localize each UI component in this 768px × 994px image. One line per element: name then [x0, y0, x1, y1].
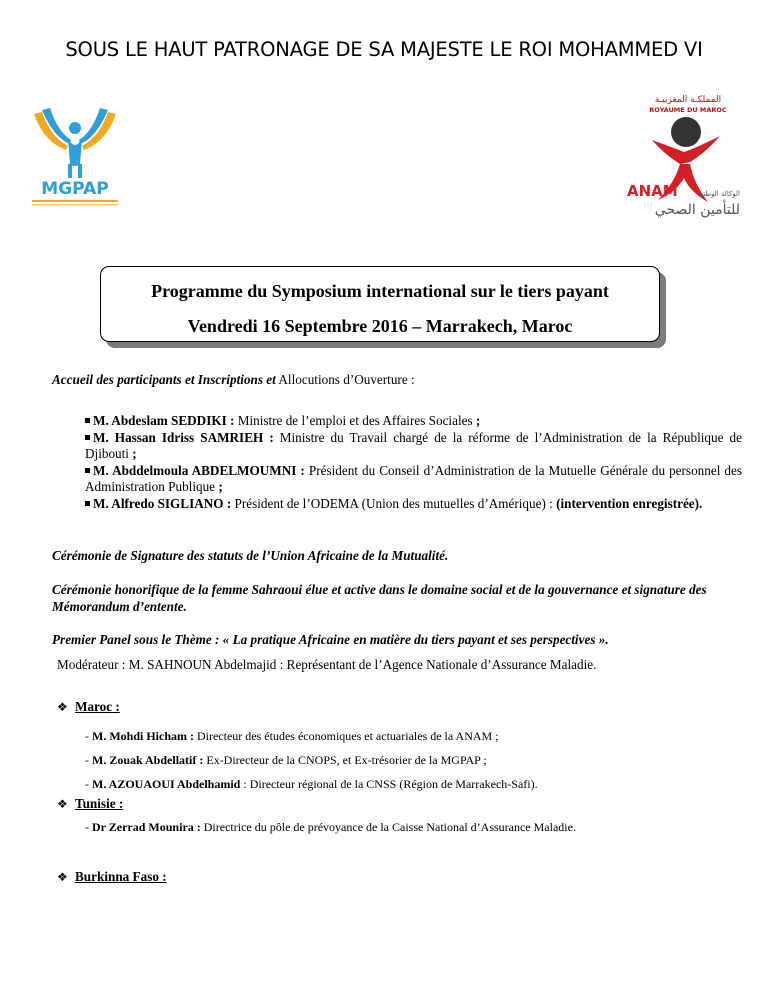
speaker-desc: Ministre du Travail chargé de la réforme de l’Administration de la République de Djibouti [85, 429, 742, 461]
speaker-name: M. Zouak Abdellatif : [92, 753, 204, 767]
list-item: - M. Zouak Abdellatif : Ex-Directeur de la CNOPS, et Ex-trésorier de la MGPAP ; [85, 753, 487, 767]
bullet-square-icon [85, 501, 90, 506]
speaker-item [85, 463, 742, 496]
country-name: Maroc : [75, 699, 120, 714]
anam-arabic-big: للتأمين الصحي [654, 202, 740, 218]
speaker-desc: Président de l’ODEMA (Union des mutuelles d’Amérique) : [231, 495, 557, 511]
page-header: SOUS LE HAUT PATRONAGE DE SA MAJESTE LE ROI MOHAMMED VI [65, 38, 703, 61]
speaker-desc: : Directeur régional de la CNSS (Région de Marrakech-Safi). [240, 777, 538, 791]
mgpap-logo-text: MGPAP [41, 179, 109, 199]
diamond-bullet-icon: ❖ [57, 870, 68, 884]
speaker-desc: Directrice du pôle de prévoyance de la Caisse National d’Assurance Maladie. [200, 820, 576, 834]
speaker-item [85, 496, 742, 513]
speaker-desc: Ministre de l’emploi et des Affaires Sociales [234, 413, 476, 428]
ceremonie-honorifique: Cérémonie honorifique de la femme Sahraoui élue et active dans le domaine social et de la gouvernance et signature des Mémorandum d’entente. [52, 582, 707, 614]
speaker-desc: Directeur des études économiques et actuariales de la ANAM ; [194, 729, 499, 743]
speaker-end: ; [475, 413, 481, 428]
list-item: - Dr Zerrad Mounira : Directrice du pôle de prévoyance de la Caisse National d’Assurance Maladie. [85, 820, 576, 834]
speakers-list [85, 413, 742, 512]
tunisie-speakers [85, 820, 755, 835]
ceremonie-signature: Cérémonie de Signature des statuts de l’Union Africaine de la Mutualité. [52, 548, 449, 563]
bullet-square-icon [85, 418, 90, 423]
bullet-square-icon [85, 468, 90, 473]
country-tunisie [57, 796, 123, 813]
bullet-square-icon [85, 435, 90, 440]
country-name: Tunisie : [75, 796, 124, 811]
anam-logo-text: ANAM [627, 182, 678, 200]
accueil-rest: Allocutions d’Ouverture : [275, 372, 415, 387]
accueil-line [52, 372, 415, 389]
speaker-item [85, 413, 742, 430]
accueil-italic: Accueil des participants et Inscriptions et [52, 372, 276, 387]
diamond-bullet-icon: ❖ [57, 797, 68, 811]
speaker-item [85, 430, 742, 463]
speaker-end: ; [218, 479, 223, 494]
speaker-desc: Ex-Directeur de la CNOPS, et Ex-trésorier de la MGPAP ; [203, 753, 487, 767]
symposium-title: Programme du Symposium international sur le tiers payant [151, 281, 609, 301]
kingdom-arabic: المملكـة المغربيـة [654, 95, 722, 105]
speaker-name: M. Abddelmoula ABDELMOUMNI : [93, 462, 305, 478]
maroc-speakers [85, 724, 755, 796]
speaker-name: M. AZOUAOUI Abdelhamid [92, 777, 241, 791]
premier-panel: Premier Panel sous le Thème : « La pratique Africaine en matière du tiers payant et ses perspectives ». [52, 632, 609, 647]
anam-logo [624, 92, 744, 222]
country-burkina [57, 869, 167, 886]
speaker-desc: Président du Conseil d’Administration de la Mutuelle Générale du personnel des Administration Publique [85, 462, 742, 494]
speaker-name: M. Abdeslam SEDDIKI : [93, 413, 235, 428]
kingdom-french: ROYAUME DU MAROC [649, 106, 727, 114]
country-name: Burkinna Faso : [75, 869, 167, 884]
list-item: - M. AZOUAOUI Abdelhamid : Directeur régional de la CNSS (Région de Marrakech-Safi). [85, 777, 538, 791]
speaker-name: M. Hassan Idriss SAMRIEH : [93, 429, 274, 445]
speaker-end: ; [132, 446, 137, 461]
title-box [100, 266, 660, 342]
speaker-name: M. Mohdi Hicham : [92, 729, 194, 743]
symposium-date: Vendredi 16 Septembre 2016 – Marrakech, Maroc [187, 316, 573, 336]
moderateur: Modérateur : M. SAHNOUN Abdelmajid : Représentant de l’Agence Nationale d’Assurance Maladie. [57, 657, 597, 672]
speaker-end: (intervention enregistrée). [556, 495, 703, 511]
speaker-name: M. Alfredo SIGLIANO : [93, 495, 232, 511]
list-item: - M. Mohdi Hicham : Directeur des études économiques et actuariales de la ANAM ; [85, 729, 499, 743]
anam-arabic-small: الوكالة الوطنية [697, 190, 740, 198]
mgpap-logo [24, 102, 126, 212]
country-maroc [57, 699, 120, 716]
diamond-bullet-icon: ❖ [57, 700, 68, 714]
speaker-name: Dr Zerrad Mounira : [92, 820, 201, 834]
